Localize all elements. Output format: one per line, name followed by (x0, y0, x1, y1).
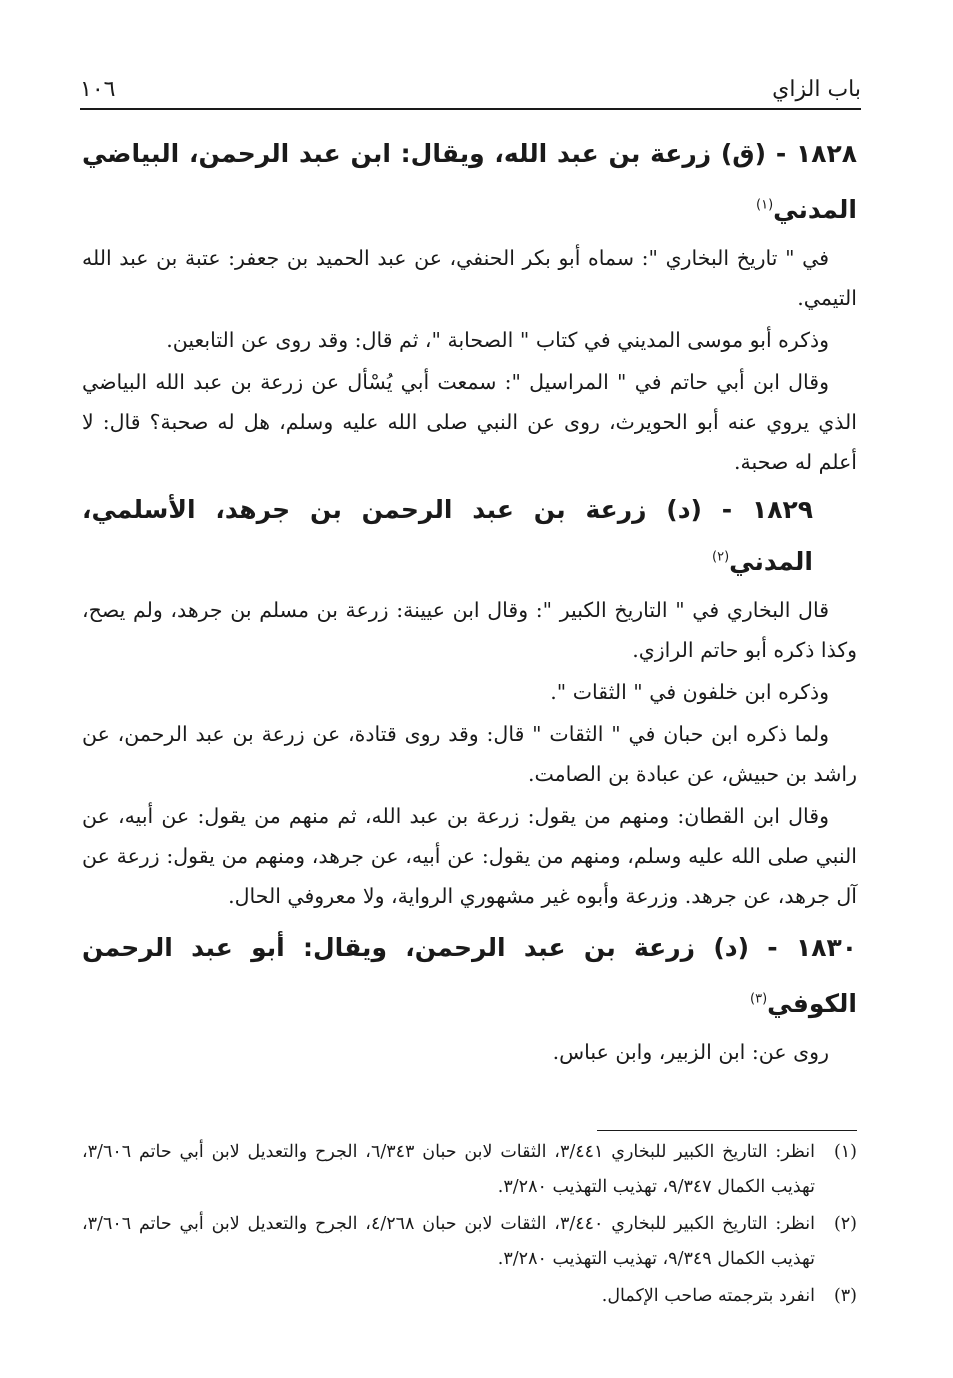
chapter-title: باب الزاي (772, 77, 861, 102)
footnote-text: انظر: التاريخ الكبير للبخاري ٣/٤٤١، الثقات لابن حبان ٦/٣٤٣، الجرح والتعديل لابن أبي حاتم ٣/٦٠٦، تهذيب الكمال ٩/٣٤٧، تهذيب التهذيب ٣/٢٨٠. (82, 1142, 815, 1197)
footnote (82, 1135, 857, 1205)
page-number: ١٠٦ (80, 77, 116, 102)
footnote-divider (597, 1130, 857, 1131)
entry-heading: ١٨٢٨ - (ق) زرعة بن عبد الله، ويقال: ابن عبد الرحمن، البياضي المدني$^{(١)}$ (82, 139, 857, 224)
footnote (82, 1279, 857, 1314)
entry-heading: ١٨٣٠ - (د) زرعة بن عبد الرحمن، ويقال: أبو عبد الرحمن الكوفي$^{(٣)}$ (82, 933, 857, 1018)
paragraph: ولما ذكره ابن حبان في " الثقات " قال: وقد روى قتادة، عن زرعة بن عبد الرحمن، عن راشد بن حبيش، عن عبادة بن الصامت. (82, 722, 857, 786)
entry-1829 (82, 484, 857, 916)
paragraph: وقال ابن أبي حاتم في " المراسيل ": سمعت أبي يُسْأل عن زرعة بن عبد الله البياضي الذي يروي عنه أبو الحويرث، روى عن النبي صلى الله عليه وسلم، هل له صحبة؟ قال: لا أعلم له صحبة. (82, 370, 857, 474)
entry-1828 (82, 126, 857, 482)
footnote-text: انظر: التاريخ الكبير للبخاري ٣/٤٤٠، الثقات لابن حبان ٤/٢٦٨، الجرح والتعديل لابن أبي حاتم ٣/٦٠٦، تهذيب الكمال ٩/٣٤٩، تهذيب التهذيب ٣/٢٨٠. (82, 1214, 815, 1269)
paragraph: في " تاريخ البخاري ": سماه أبو بكر الحنفي، عن عبد الحميد بن جعفر: عتبة بن عبد الله التيمي. (82, 246, 857, 310)
footnotes-section (82, 1130, 857, 1316)
footnote-number: (٢) (833, 1214, 857, 1234)
footnote-number: (٣) (833, 1286, 857, 1306)
footnote-text: انفرد بترجمته صاحب الإكمال. (601, 1286, 815, 1306)
paragraph: روى عن: ابن الزبير، وابن عباس. (552, 1040, 829, 1064)
paragraph: وذكره أبو موسى المديني في كتاب " الصحابة "، ثم قال: وقد روى عن التابعين. (166, 328, 829, 352)
footnote-marker: (٣) (750, 991, 768, 1007)
entry-heading: ١٨٢٩ - (د) زرعة بن عبد الرحمن بن جرهد، الأسلمي، المدني$^{(٢)}$ (82, 495, 813, 576)
running-header (80, 62, 861, 110)
footnote-marker: (١) (756, 197, 774, 213)
footnote (82, 1207, 857, 1277)
main-text (82, 122, 857, 1074)
paragraph: قال البخاري في " التاريخ الكبير ": وقال ابن عيينة: زرعة بن مسلم بن جرهد، ولم يصح، وكذا ذكره أبو حاتم الرازي. (82, 598, 857, 662)
footnote-number: (١) (833, 1142, 857, 1162)
paragraph: وقال ابن القطان: ومنهم من يقول: زرعة بن عبد الله، ثم منهم من يقول: عن أبيه، عن النبي صلى الله عليه وسلم، ومنهم من يقول: عن أبيه، عن جرهد، ومنهم من يقول: زرعة عن آل جرهد، عن جرهد. وزرعة وأبوه غير مشهوري الرواية، ولا معروفي الحال. (82, 804, 857, 908)
footnote-marker: (٢) (712, 549, 730, 565)
entry-1830 (82, 920, 857, 1072)
paragraph: وذكره ابن خلفون في " الثقات ". (550, 680, 829, 704)
